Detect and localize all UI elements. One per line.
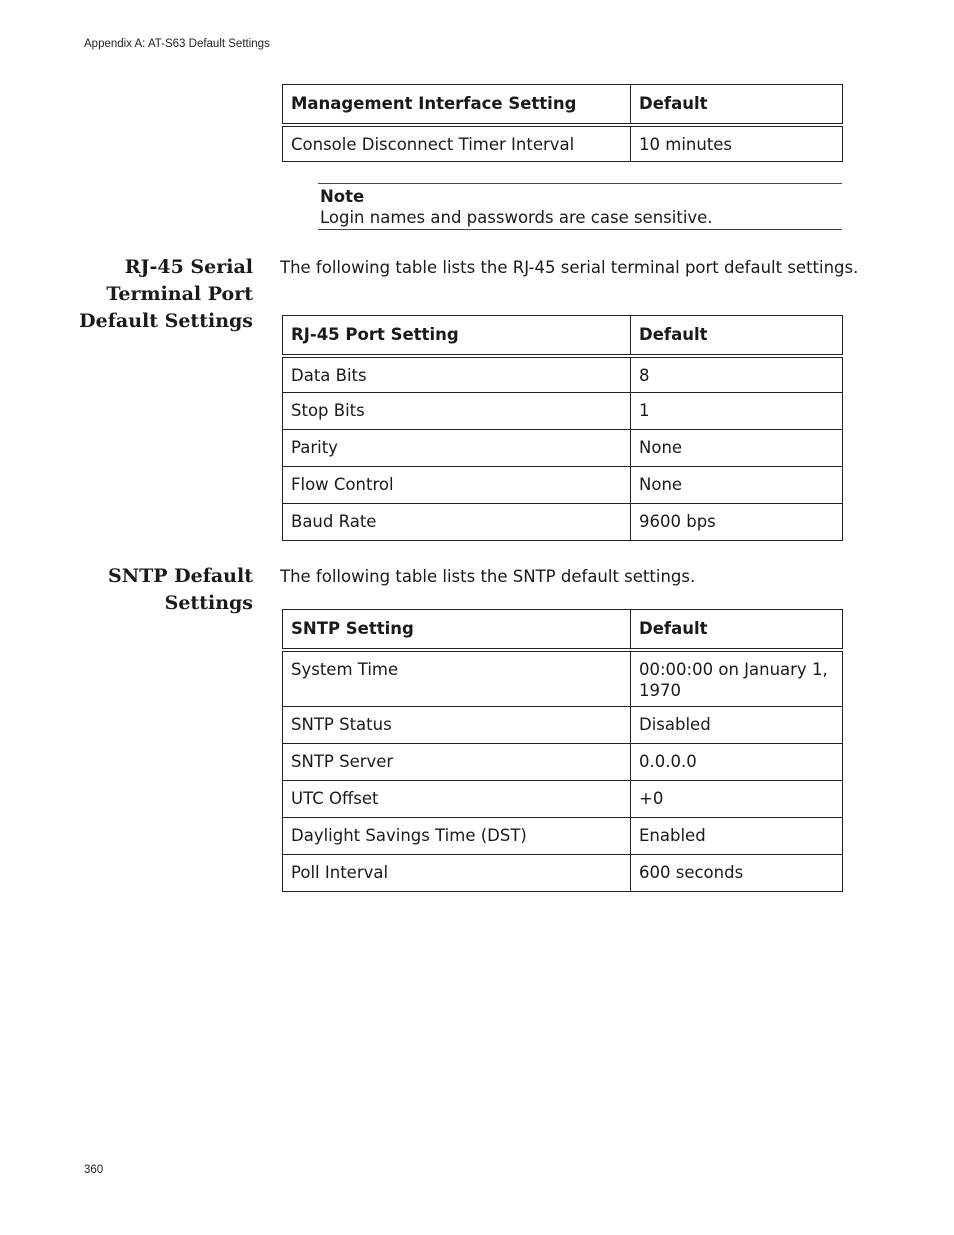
note-text: Login names and passwords are case sensitive. (320, 208, 713, 227)
table-row (283, 430, 843, 467)
note-box (318, 183, 842, 230)
setting-name: Poll Interval (283, 855, 631, 892)
setting-default: 00:00:00 on January 1, 1970 (631, 650, 843, 707)
table-row (283, 356, 843, 393)
table-row (283, 650, 843, 707)
table-row (283, 393, 843, 430)
rj45-section-heading (53, 254, 253, 335)
column-header: SNTP Setting (283, 610, 631, 650)
setting-default: 0.0.0.0 (631, 744, 843, 781)
table-row (283, 467, 843, 504)
setting-default: None (631, 430, 843, 467)
note-label: Note (320, 187, 365, 206)
setting-default: Disabled (631, 707, 843, 744)
running-head: Appendix A: AT-S63 Default Settings (84, 38, 270, 50)
setting-default: Enabled (631, 818, 843, 855)
table-row (283, 855, 843, 892)
table-row (283, 707, 843, 744)
heading-line: SNTP Default (108, 565, 253, 587)
setting-name: Flow Control (283, 467, 631, 504)
setting-name: System Time (283, 650, 631, 707)
management-settings-table (282, 84, 843, 162)
heading-line: Terminal Port (106, 283, 253, 305)
column-header: Default (631, 85, 843, 125)
table-row (283, 744, 843, 781)
setting-name: UTC Offset (283, 781, 631, 818)
setting-name: SNTP Status (283, 707, 631, 744)
heading-line: Default Settings (79, 310, 253, 332)
setting-name: SNTP Server (283, 744, 631, 781)
setting-name: Console Disconnect Timer Interval (283, 125, 631, 162)
setting-default: 600 seconds (631, 855, 843, 892)
column-header: Default (631, 316, 843, 356)
rj45-intro-text: The following table lists the RJ-45 serial terminal port default settings. (280, 258, 859, 277)
rj45-settings-table (282, 315, 843, 541)
table-row (283, 504, 843, 541)
table-header-row (283, 316, 843, 356)
page-number: 360 (84, 1164, 104, 1176)
setting-default: 1 (631, 393, 843, 430)
setting-default: 10 minutes (631, 125, 843, 162)
setting-name: Parity (283, 430, 631, 467)
setting-name: Data Bits (283, 356, 631, 393)
heading-line: Settings (164, 592, 253, 614)
setting-default: 9600 bps (631, 504, 843, 541)
sntp-intro-text: The following table lists the SNTP default settings. (280, 567, 696, 586)
column-header: Management Interface Setting (283, 85, 631, 125)
column-header: RJ-45 Port Setting (283, 316, 631, 356)
sntp-settings-table (282, 609, 843, 892)
table-header-row (283, 610, 843, 650)
setting-default: 8 (631, 356, 843, 393)
table-row (283, 818, 843, 855)
setting-default: None (631, 467, 843, 504)
setting-name: Stop Bits (283, 393, 631, 430)
heading-line: RJ-45 Serial (124, 256, 253, 278)
setting-name: Baud Rate (283, 504, 631, 541)
table-row (283, 781, 843, 818)
setting-name: Daylight Savings Time (DST) (283, 818, 631, 855)
column-header: Default (631, 610, 843, 650)
setting-default: +0 (631, 781, 843, 818)
sntp-section-heading (53, 563, 253, 617)
table-row (283, 125, 843, 162)
table-header-row (283, 85, 843, 125)
